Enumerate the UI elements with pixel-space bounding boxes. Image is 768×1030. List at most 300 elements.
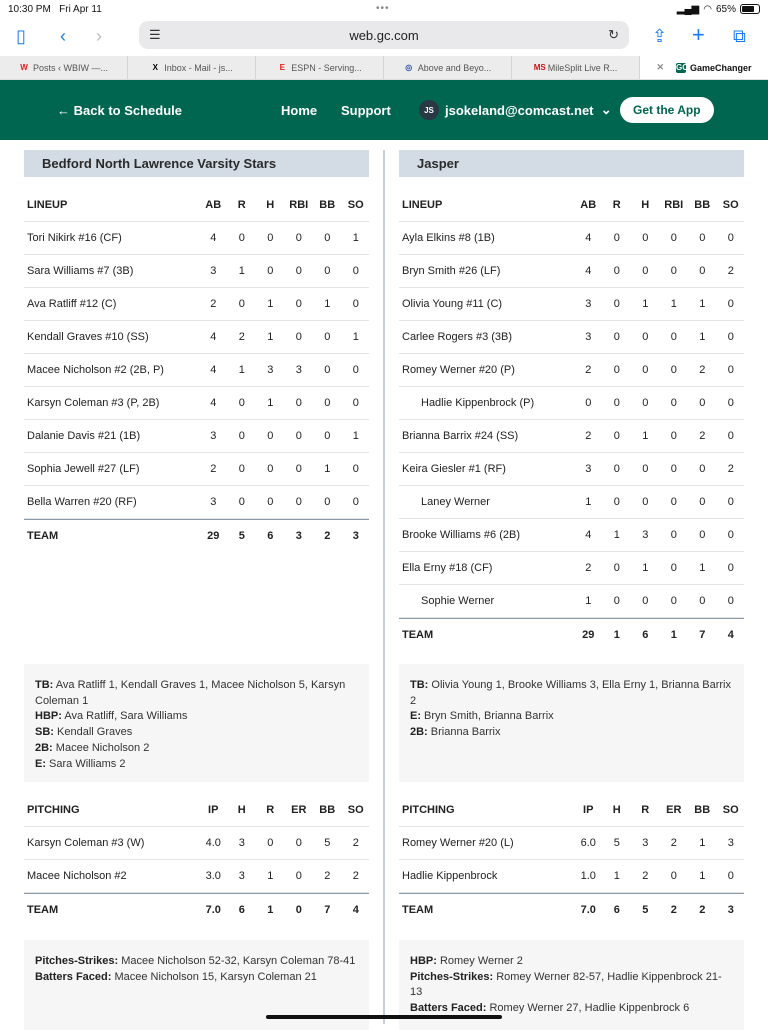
stat-cell: 29 [207, 530, 220, 542]
stat-cell: 4 [210, 364, 217, 376]
stat-cell: 2 [699, 904, 706, 916]
note-text: Romey Werner 2 [436, 955, 523, 967]
table-row [399, 827, 744, 860]
team-totals-row [24, 893, 369, 926]
stat-cell: 0 [295, 265, 302, 277]
player-name[interactable]: Laney Werner [421, 496, 490, 508]
stat-cell: 0 [727, 298, 734, 310]
stat-cell: 3 [727, 837, 734, 849]
stat-cell: 3 [210, 496, 217, 508]
player-name[interactable]: Bella Warren #20 (RF) [27, 496, 137, 508]
avatar: JS [419, 100, 439, 120]
note-text: Romey Werner 27, Hadlie Kippenbrock 6 [486, 1002, 690, 1015]
stat-cell: 0 [670, 562, 677, 574]
stat-cell: 0 [295, 496, 302, 508]
player-name[interactable]: Dalanie Davis #21 (1B) [27, 430, 141, 442]
account-menu[interactable] [419, 80, 612, 140]
stat-cell: 0 [727, 232, 734, 244]
stat-cell: 0 [727, 496, 734, 508]
column-header: SO [722, 804, 739, 816]
stat-cell: 1 [585, 595, 592, 607]
player-name[interactable]: Kendall Graves #10 (SS) [27, 331, 149, 343]
stat-cell: 3 [642, 837, 649, 849]
stat-cell: 6 [613, 904, 620, 916]
stat-cell: 0 [267, 463, 274, 475]
team-column-away [399, 150, 744, 1015]
note-text: Olivia Young 1, Brooke Williams 3, Ella Erny 1, Brianna Barrix 2 [410, 679, 731, 707]
player-name[interactable]: Brooke Williams #6 (2B) [402, 529, 520, 541]
stat-cell: 0 [295, 331, 302, 343]
team-totals-row [24, 519, 369, 552]
team-label: TEAM [402, 629, 434, 641]
reload-icon[interactable]: ↻ [608, 27, 619, 42]
stat-cell: 3 [295, 530, 302, 542]
column-header: BB [319, 199, 336, 211]
browser-tab[interactable] [128, 56, 256, 79]
stat-cell: 0 [727, 595, 734, 607]
stat-cell: 0 [324, 496, 331, 508]
player-name[interactable]: Romey Werner #20 (L) [402, 837, 514, 849]
stat-cell: 6.0 [580, 837, 596, 849]
stat-cell: 0 [642, 496, 649, 508]
table-header [399, 189, 744, 222]
get-the-app-button[interactable]: Get the App [620, 97, 714, 123]
column-divider [383, 150, 385, 1024]
table-row [24, 860, 369, 893]
team-column-home [24, 150, 369, 983]
url-text: web.gc.com [349, 27, 419, 43]
stat-cell: 0 [670, 529, 677, 541]
stat-cell: 0 [238, 430, 245, 442]
stat-cell: 0 [585, 397, 592, 409]
back-icon[interactable]: ‹ [60, 26, 66, 46]
multitask-dots-icon[interactable]: ••• [376, 3, 390, 14]
table-row [24, 354, 369, 387]
stat-cell: 1.0 [580, 870, 596, 882]
stat-cell: 2 [727, 265, 734, 277]
column-header: PITCHING [402, 804, 455, 816]
table-row [399, 288, 744, 321]
stat-cell: 3 [210, 430, 217, 442]
tabs-overview-icon[interactable]: ⧉ [733, 26, 746, 46]
table-row [24, 486, 369, 519]
column-header: R [237, 199, 246, 211]
stat-cell: 0 [295, 904, 302, 916]
stat-cell: 0 [352, 265, 359, 277]
stat-cell: 2 [210, 463, 217, 475]
stat-cell: 0 [352, 397, 359, 409]
lineup-table [24, 189, 369, 552]
stat-cell: 0 [642, 463, 649, 475]
table-row [24, 827, 369, 860]
team-label: TEAM [402, 904, 434, 916]
column-header: ER [291, 804, 307, 816]
date: Fri Apr 11 [59, 3, 102, 15]
stat-cell: 1 [642, 430, 649, 442]
table-row [399, 552, 744, 585]
close-tab-icon[interactable]: ✕ [656, 62, 664, 72]
table-row [399, 860, 744, 893]
tab-title: Above and Beyo... [417, 62, 492, 73]
stat-cell: 1 [699, 870, 706, 882]
table-row [24, 420, 369, 453]
back-to-schedule-link[interactable] [57, 80, 182, 140]
stat-cell: 0 [670, 595, 677, 607]
stat-cell: 0 [642, 331, 649, 343]
page-menu-icon[interactable]: ☰ [149, 27, 161, 42]
stat-cell: 0 [267, 232, 274, 244]
note-line [35, 970, 358, 986]
stat-cell: 0 [699, 595, 706, 607]
table-row [399, 222, 744, 255]
player-name[interactable]: Carlee Rogers #3 (3B) [402, 331, 513, 343]
stat-cell: 5 [642, 904, 649, 916]
tab-title: GameChanger [690, 62, 752, 73]
note-line [35, 954, 358, 970]
stat-cell: 0 [295, 232, 302, 244]
stat-cell: 1 [670, 629, 677, 641]
stat-cell: 7 [324, 904, 331, 916]
stat-cell: 0 [324, 430, 331, 442]
stat-cell: 0 [613, 331, 620, 343]
stat-cell: 1 [699, 298, 706, 310]
stat-cell: 0 [295, 298, 302, 310]
stat-cell: 1 [238, 364, 245, 376]
column-header: RBI [289, 199, 309, 211]
browser-toolbar [0, 18, 768, 54]
column-header: H [237, 804, 246, 816]
player-name[interactable]: Sophie Werner [421, 595, 495, 607]
tab-title: Posts ‹ WBIW —... [32, 62, 108, 73]
home-link[interactable]: Home [281, 102, 318, 118]
favicon-icon: ◎ [405, 62, 413, 72]
stat-cell: 0 [613, 430, 620, 442]
note-text: Sara Williams 2 [46, 757, 126, 770]
stat-cell: 0 [238, 496, 245, 508]
table-header [399, 794, 744, 827]
sidebar-icon[interactable]: ▯ [16, 26, 26, 46]
player-name[interactable]: Bryn Smith #26 (LF) [402, 265, 501, 277]
stat-cell: 0 [670, 232, 677, 244]
stat-cell: 0 [642, 397, 649, 409]
note-label: 2B: [35, 741, 53, 754]
stat-cell: 2 [585, 364, 592, 376]
note-label: Batters Faced: [410, 1002, 487, 1015]
note-label: TB: [410, 679, 429, 691]
stat-cell: 0 [613, 232, 620, 244]
stat-cell: 1 [699, 837, 706, 849]
column-header: BB [319, 804, 336, 816]
note-line [35, 725, 358, 741]
column-header: AB [205, 199, 222, 211]
stat-cell: 0 [642, 364, 649, 376]
stat-cell: 3 [585, 463, 592, 475]
table-row [24, 387, 369, 420]
player-name[interactable]: Sophia Jewell #27 (LF) [27, 463, 140, 475]
column-header: SO [722, 199, 739, 211]
note-line [410, 725, 733, 741]
stat-cell: 2 [585, 562, 592, 574]
browser-tab[interactable] [640, 56, 768, 79]
stat-cell: 3 [267, 364, 274, 376]
player-name[interactable]: Macee Nicholson #2 (2B, P) [27, 364, 164, 376]
note-line [35, 741, 358, 757]
favicon-icon: X [152, 62, 158, 72]
table-row [399, 354, 744, 387]
player-name[interactable]: Macee Nicholson #2 [27, 870, 127, 882]
note-label: E: [410, 710, 421, 723]
browser-tab[interactable] [256, 56, 384, 79]
stat-cell: 0 [238, 397, 245, 409]
stat-cell: 2 [324, 530, 331, 542]
note-line [410, 678, 733, 709]
clock: 10:30 PM [8, 3, 51, 15]
pitching-table [399, 794, 744, 926]
stat-cell: 0 [238, 232, 245, 244]
team-label: TEAM [27, 904, 59, 916]
back-label: Back to Schedule [73, 102, 182, 118]
note-text: Brianna Barrix [427, 726, 501, 739]
stat-cell: 0 [727, 562, 734, 574]
stat-cell: 0 [670, 496, 677, 508]
stat-cell: 2 [642, 870, 649, 882]
column-header: R [641, 804, 650, 816]
stat-cell: 0 [727, 529, 734, 541]
stat-cell: 3 [238, 837, 245, 849]
status-bar [0, 0, 768, 18]
note-text: Kendall Graves [53, 726, 133, 739]
stat-cell: 1 [613, 629, 620, 641]
battery-percent: 65% [715, 3, 736, 15]
stat-cell: 0 [238, 463, 245, 475]
column-header: H [641, 199, 650, 211]
stat-cell: 0 [352, 298, 359, 310]
stat-cell: 0 [352, 496, 359, 508]
column-header: RBI [664, 199, 684, 211]
player-name[interactable]: Karsyn Coleman #3 (W) [27, 837, 145, 849]
note-text: Ava Ratliff 1, Kendall Graves 1, Macee Nicholson 5, Karsyn Coleman 1 [35, 679, 346, 707]
note-line [35, 757, 358, 773]
battery-icon [740, 4, 760, 14]
stat-cell: 0 [699, 463, 706, 475]
stat-cell: 3.0 [205, 870, 221, 882]
stat-cell: 0 [613, 562, 620, 574]
player-name[interactable]: Ella Erny #18 (CF) [402, 562, 493, 574]
player-name[interactable]: Ayla Elkins #8 (1B) [402, 232, 495, 244]
player-name[interactable]: Hadlie Kippenbrock (P) [421, 397, 535, 409]
column-header: H [612, 804, 621, 816]
stat-cell: 0 [670, 870, 677, 882]
stat-cell: 0 [613, 397, 620, 409]
stat-cell: 0 [642, 595, 649, 607]
note-label: HBP: [35, 710, 62, 723]
stat-cell: 0 [324, 331, 331, 343]
stat-cell: 2 [727, 463, 734, 475]
table-row [399, 255, 744, 288]
stat-cell: 7.0 [580, 904, 596, 916]
wifi-icon: ◠ [703, 3, 712, 15]
forward-icon[interactable]: › [96, 26, 102, 46]
stat-cell: 1 [613, 529, 620, 541]
new-tab-icon[interactable]: + [692, 22, 705, 47]
stat-cell: 0 [613, 364, 620, 376]
player-name[interactable]: Sara Williams #7 (3B) [27, 265, 134, 277]
stat-cell: 0 [670, 430, 677, 442]
stat-cell: 0 [267, 430, 274, 442]
stat-cell: 1 [352, 331, 359, 343]
stat-cell: 2 [352, 837, 359, 849]
team-label: TEAM [27, 530, 59, 542]
arrow-left-icon: ← [57, 102, 74, 118]
player-name[interactable]: Hadlie Kippenbrock [402, 870, 498, 882]
stat-cell: 1 [642, 562, 649, 574]
stat-cell: 0 [267, 837, 274, 849]
stat-cell: 1 [267, 331, 274, 343]
signal-icon: ▂▄▆ [676, 3, 700, 15]
stat-cell: 4 [727, 629, 734, 641]
table-row [399, 420, 744, 453]
stat-cell: 5 [324, 837, 331, 849]
stat-cell: 0 [727, 870, 734, 882]
note-label: Pitches-Strikes: [410, 970, 494, 983]
address-bar[interactable] [139, 21, 629, 49]
stat-cell: 0 [699, 529, 706, 541]
stat-cell: 1 [352, 430, 359, 442]
stat-cell: 6 [238, 904, 245, 916]
home-indicator[interactable] [266, 1015, 502, 1019]
stat-cell: 0 [267, 265, 274, 277]
player-name[interactable]: Romey Werner #20 (P) [402, 364, 515, 376]
stat-cell: 3 [295, 364, 302, 376]
team-totals-row [399, 618, 744, 651]
favicon-icon: MS [533, 62, 546, 72]
chevron-down-icon: ⌄ [593, 102, 612, 117]
browser-tab[interactable] [0, 56, 128, 79]
column-header: BB [694, 804, 711, 816]
support-link[interactable]: Support [341, 102, 391, 118]
column-header: PITCHING [27, 804, 80, 816]
browser-tab[interactable] [512, 56, 640, 79]
stat-cell: 1 [642, 298, 649, 310]
note-text: Macee Nicholson 52-32, Karsyn Coleman 78-41 [118, 955, 356, 967]
stat-cell: 1 [613, 870, 620, 882]
stat-cell: 0 [670, 463, 677, 475]
stat-cell: 0 [352, 463, 359, 475]
table-row [24, 321, 369, 354]
stat-cell: 3 [238, 870, 245, 882]
stat-cell: 4 [210, 397, 217, 409]
player-name[interactable]: Karsyn Coleman #3 (P, 2B) [27, 397, 160, 409]
stat-cell: 2 [585, 430, 592, 442]
stat-cell: 2 [210, 298, 217, 310]
site-header [0, 80, 768, 140]
table-header [24, 794, 369, 827]
stat-cell: 4.0 [205, 837, 221, 849]
player-name[interactable]: Olivia Young #11 (C) [402, 298, 503, 310]
stat-cell: 0 [613, 496, 620, 508]
stat-cell: 1 [238, 265, 245, 277]
note-text: Romey Werner 82-57, Hadlie Kippenbrock 21-13 [410, 970, 722, 999]
stat-cell: 5 [613, 837, 620, 849]
stat-cell: 2 [670, 904, 677, 916]
note-text: Macee Nicholson 2 [52, 741, 150, 754]
pitching-table [24, 794, 369, 926]
player-name[interactable]: Keira Giesler #1 (RF) [402, 463, 506, 475]
table-row [399, 321, 744, 354]
player-name[interactable]: Tori Nikirk #16 (CF) [27, 232, 122, 244]
stat-cell: 0 [295, 870, 302, 882]
batting-notes [24, 664, 369, 782]
stat-cell: 2 [352, 870, 359, 882]
note-label: E: [35, 757, 46, 770]
stat-cell: 2 [699, 430, 706, 442]
stat-cell: 0 [613, 595, 620, 607]
stat-cell: 7.0 [205, 904, 221, 916]
stat-cell: 0 [670, 364, 677, 376]
stat-cell: 0 [642, 232, 649, 244]
stat-cell: 7 [699, 629, 706, 641]
stat-cell: 0 [670, 265, 677, 277]
player-name[interactable]: Ava Ratliff #12 (C) [27, 298, 117, 310]
table-row [24, 222, 369, 255]
table-row [399, 585, 744, 618]
table-row [399, 453, 744, 486]
stat-cell: 0 [699, 265, 706, 277]
player-name[interactable]: Brianna Barrix #24 (SS) [402, 430, 519, 442]
lineup-table [399, 189, 744, 651]
table-row [24, 288, 369, 321]
stat-cell: 0 [613, 298, 620, 310]
stat-cell: 0 [324, 265, 331, 277]
stat-cell: 3 [585, 331, 592, 343]
tab-title: Inbox - Mail - js... [164, 62, 233, 73]
stat-cell: 3 [585, 298, 592, 310]
note-label: 2B: [410, 726, 428, 739]
team-totals-row [399, 893, 744, 926]
table-row [24, 255, 369, 288]
table-row [399, 387, 744, 420]
stat-cell: 0 [324, 364, 331, 376]
stat-cell: 1 [267, 870, 274, 882]
share-icon[interactable]: ⇪ [652, 26, 668, 46]
note-line [35, 678, 358, 709]
stat-cell: 4 [585, 232, 592, 244]
stat-cell: 3 [352, 530, 359, 542]
stat-cell: 0 [324, 397, 331, 409]
stat-cell: 1 [267, 397, 274, 409]
stat-cell: 1 [267, 904, 274, 916]
browser-tab[interactable] [384, 56, 512, 79]
stat-cell: 0 [670, 397, 677, 409]
note-line [35, 709, 358, 725]
stat-cell: 0 [727, 331, 734, 343]
stat-cell: 0 [642, 265, 649, 277]
stat-cell: 1 [585, 496, 592, 508]
note-text: Ava Ratliff, Sara Williams [61, 710, 188, 723]
stat-cell: 0 [295, 430, 302, 442]
table-row [399, 486, 744, 519]
stat-cell: 0 [699, 397, 706, 409]
column-header: LINEUP [27, 199, 68, 211]
note-text: Bryn Smith, Brianna Barrix [421, 710, 554, 723]
stat-cell: 1 [352, 232, 359, 244]
column-header: AB [580, 199, 597, 211]
stat-cell: 4 [585, 265, 592, 277]
column-header: IP [583, 804, 594, 816]
stat-cell: 2 [324, 870, 331, 882]
stat-cell: 1 [670, 298, 677, 310]
tab-title: MileSplit Live R... [547, 62, 618, 73]
